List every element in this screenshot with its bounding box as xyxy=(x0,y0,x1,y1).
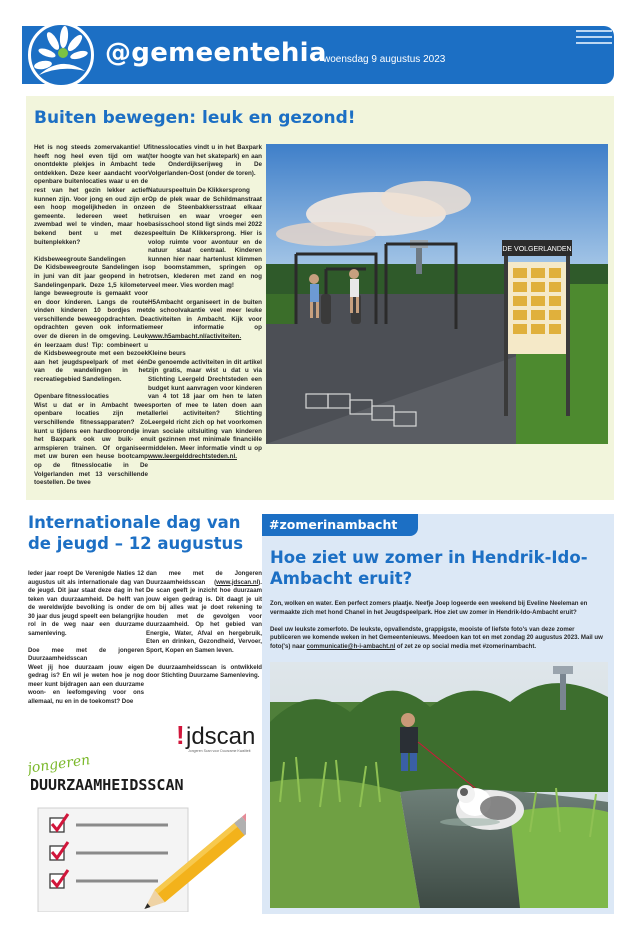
paragraph-text: of zet ze op social media met #zomerinambacht. xyxy=(395,642,537,650)
article-intro: Het is nog steeds zomervakantie! U heeft nog heel even tijd om wat onontdekte plekjes in Ambacht te ontdekken. Deze keer aandacht voor openbare buitenlocaties waar u en de rest van het gezin lekker actief kunnen zijn. Voor jong en oud zijn er een hoop mogelijkheden in onze gemeente. Iedereen weet het zwembad wel te vinden, maar hoe bekend bent u met deze buitenplekken? xyxy=(34,144,148,246)
banner-main-word: DUURZAAMHEIDSSCAN xyxy=(30,776,184,794)
paragraph xyxy=(148,299,262,342)
paragraph-text: H5Ambacht organiseert in de buiten de schoolvakantie veel meer leuke activiteiten in Ambacht. Kijk voor meer informatie op xyxy=(148,298,262,332)
decorative-lines-icon xyxy=(576,30,612,48)
email-link[interactable]: communicatie@h-i-ambacht.nl xyxy=(306,642,396,650)
article-column-2 xyxy=(146,570,262,689)
article-title-summer: Hoe ziet uw zomer in Hendrik-Ido-Ambacht eruit? xyxy=(270,548,588,588)
park-sign-text: DE VOLGERLANDEN xyxy=(502,246,572,253)
paragraph xyxy=(148,359,262,462)
paragraph xyxy=(146,570,262,655)
paragraph: De Kidsbeweegroute Sandelingen is in juni van dit jaar geopend in het Sandelingenpark. Deze 1,5 kilometer lange beweegroute is gemaakt voor en door kinderen. Langs de route vinden kinderen 10 bordjes met verschillende beweegopdrachten. De opdrachten geven ook informatie over de dieren in de omgeving. Leuk én leerzaam dus! Tip: combineert u de Kidsbeweegroute met een bezoek aan het jeugdspeelpark of met één van de wandelingen in het recreatiegebied Sandelingen. xyxy=(34,264,148,384)
paragraph: Zon, wolken en water. Een perfect zomers plaatje. Neefje Joep logeerde een weekend bij Eveline Neeleman en vermaakte zich met hond Chanel in het Jeugdspeelpark. Hoe ziet uw zomer in Hendrik-Ido-Ambacht eruit? xyxy=(270,600,588,616)
svg-text:!: ! xyxy=(176,720,185,750)
paragraph: Weet jij hoe duurzaam jouw eigen gedrag is? En wil je weten hoe je nog meer kunt bijdragen aan een duurzame woon- en leefomgeving voor ons allemaal, nu en in de toekomst? Doe xyxy=(28,663,144,705)
article-column-1 xyxy=(34,144,148,496)
paragraph: Wist u dat er in Ambacht twee openbare locaties zijn met verschillende fitnessapparaten? Zo kunt u tijdens een hardlooprondje in het Baxpark ook uw buik- en armspieren trainen. Of organiseer met uw buren een heuse bootcamp op de fitnesslocatie in De Volgerlanden met 13 verschillende toestellen. De twee xyxy=(34,401,148,487)
paragraph-text: Deel uw leukste zomerfoto. De leukste, opvallendste, grappigste, mooiste of liefste foto's van deze zomer publiceren we komende weken in het Gemeentenieuws. Meedoen kan tot en met zondag 20 augustus 2023. Mail uw foto('s) naar xyxy=(270,625,603,650)
paragraph: Ieder jaar roept De Verenigde Naties 12 augustus uit als internationale dag van de jeugd. Dit jaar staat deze dag in het teken van duurzaamheid. De helft van de wereldwijde bevolking is onder de 30 jaar dus jeugd speelt een belangrijke rol in de weg naar een duurzame samenleving. xyxy=(28,570,144,637)
subheading: Doe mee met de jongeren Duurzaamheidsscan xyxy=(28,646,144,663)
summer-stream-photo xyxy=(270,662,608,908)
issue-date: woensdag 9 augustus 2023 xyxy=(323,54,446,65)
subheading: Natuurspeeltuin De Klikkersprong xyxy=(148,186,250,194)
paragraph: fitnesslocaties vindt u in het Baxpark (ter hoogte van het skatepark) en aan de Onderdijkserijweg in De Volgerlanden-Oost (onder de toren). xyxy=(148,144,262,177)
link-h5ambacht[interactable]: www.h5ambacht.nl/activiteiten. xyxy=(148,333,242,341)
hashtag-label: #zomerinambacht xyxy=(262,514,418,536)
jdscan-logo xyxy=(174,718,258,756)
fitness-park-photo xyxy=(266,144,608,444)
subheading: Kidsbeweegroute Sandelingen xyxy=(34,255,126,263)
subheading: Openbare fitnesslocaties xyxy=(34,393,109,401)
subheading: Kleine beurs xyxy=(148,350,186,358)
article-title: Buiten bewegen: leuk en gezond! xyxy=(34,108,356,128)
article-title-youth-day: Internationale dag van de jeugd – 12 augustus xyxy=(28,513,244,553)
paragraph-text: ). De scan geeft je inzicht hoe duurzaam jouw eigen gedrag is. Dit daagt je uit om bij alles wat je doet rekening te houden met de gevolgen voor duurzaamheid. Op het gebied van Energie, Water, Afval en hergebruik, Eten en drinken, Gezondheid, Vervoer, Sport, Kopen en Samen leven. xyxy=(146,578,262,654)
article-column-2 xyxy=(148,144,262,471)
article-column-1 xyxy=(28,570,144,715)
duurzaamheidsscan-banner xyxy=(28,756,260,798)
jdscan-wordmark: jdscan xyxy=(186,723,256,750)
link-leergeld[interactable]: www.leergelddrechtsteden.nl. xyxy=(148,453,237,461)
jdscan-tagline: Jongeren Scan voor Duurzame Kwaliteit xyxy=(188,749,251,753)
link-jdscan[interactable]: www.jdscan.nl xyxy=(216,578,259,586)
article-body xyxy=(270,600,606,660)
municipality-logo xyxy=(28,22,94,88)
paragraph: De duurzaamheidsscan is ontwikkeld door Stichting Duurzame Samenleving. xyxy=(146,663,262,680)
paragraph xyxy=(270,626,606,652)
flower-icon xyxy=(31,25,91,85)
paragraph-text: dan mee met de Jongeren Duurzaamheidsscan ( xyxy=(146,570,262,586)
banner-script-word: jongeren xyxy=(28,756,92,777)
paragraph: Op de plek waar de Schildmanstraat en de Steenbakkersstraat elkaar kruisen en waar vroeger een basisschool stond ligt sinds mei 2022 speeltuin De Klikkersprong. Hier is volop ruimte voor avontuur en de natuur staat centraal. Kinderen kunnen hier naar hartenlust klimmen op boomstammen, springen op rotsen, klederen met zand en nog veel meer. Vies worden mag! xyxy=(148,195,262,289)
masthead-title: @gemeentehia xyxy=(105,38,327,68)
checklist-illustration xyxy=(28,804,246,912)
paragraph-text: De genoemde activiteiten in dit artikel zijn gratis, maar wist u dat u via Stichting Leergeld Drechtsteden een budget kunt aanvragen voor kinderen van 4 tot 18 jaar om hen te laten sporten of mee te laten doen aan allerlei activiteiten? Stichting Leergeld richt zich op het voorkomen van sociale uitsluiting van kinderen uit gezinnen met minimale financiële middelen. Meer informatie vindt u op xyxy=(148,358,262,452)
